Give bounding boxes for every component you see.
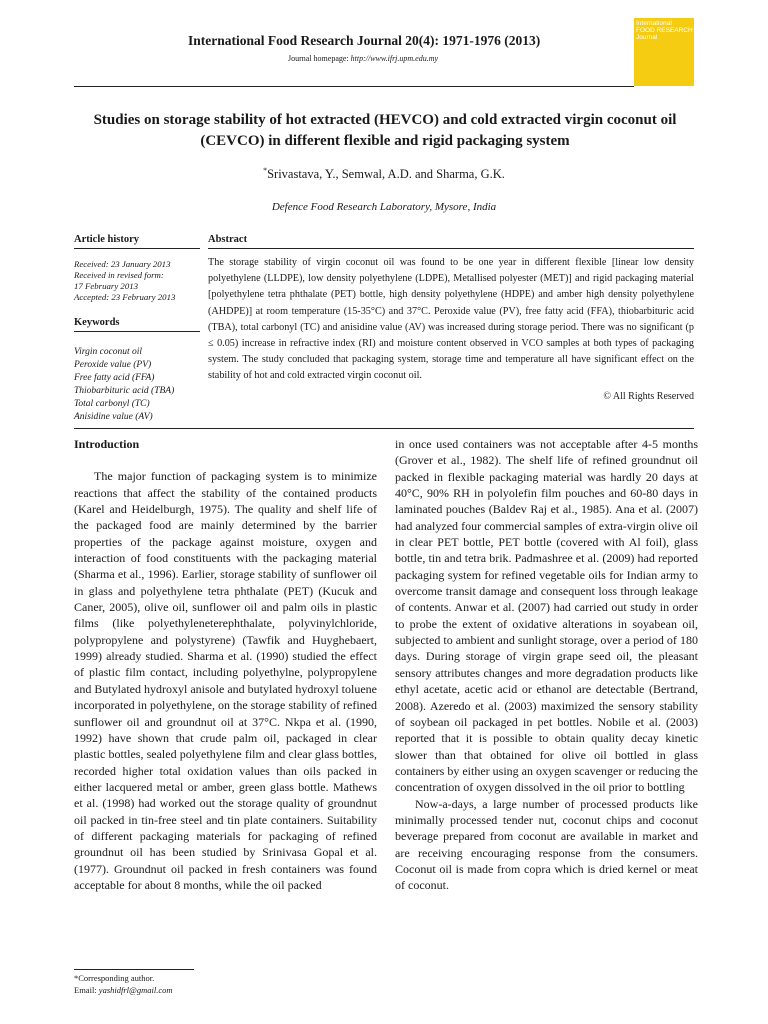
keyword-list — [74, 346, 200, 424]
body-column-right — [395, 436, 698, 894]
email-label: Email: — [74, 985, 99, 995]
keyword-item: Anisidine value (AV) — [74, 412, 153, 422]
history-line: Received in revised form: — [74, 270, 164, 280]
history-line: Received: 23 January 2013 — [74, 259, 171, 269]
author-list — [0, 166, 768, 182]
article-info-column — [74, 234, 200, 424]
homepage-label: Journal homepage: — [288, 54, 351, 63]
body-paragraph: The major function of packaging system is to minimize reactions that affect the stability of the contained products (Karel and Heidelburgh, 1975). The quality and shelf life of the packaged food are mainly determined by the barrier properties of the package against moisture, oxygen and interaction of food constituents with the packaging material (Sharma et al., 1996). Earlier, storage stability of sunflower oil in glass and polyethylene tetra phthalate (PET) (Kucuk and Caner, 2005), olive oil, sunflower oil and palm oils in plastic films (like polyethyleneterephthalate, polyvinylchloride, polypropylene and polystyrene) (Tawfik and Huyghebaert, 1999) already studied. Sharma et al. (1990) studied the effect of plastic film contact, including polyethylne, polypropylene and Butylated hydroxyl anisole and butylated hydroxyl toluene incorporated in polyethylene, on the storage stability of refined sunflower oil and groundnut oil at 37°C. Nkpa et al. (1990, 1992) have shown that crude palm oil, packaged in clear plastic bottles, sealed polyethylene film and clear glass bottles, recorded higher total oxidation values than oils packed in either lacquered metal or amber, green glass bottle. Mathews et al. (1998) had worked out the storage quality of groundnut oil packed in tin-free steel and tin plate containers. Suitability of different packaging materials for packaging of refined groundnut oil has been studied by Srinivasa Gopal et al. (1977). Groundnut oil packed in fresh containers was found acceptable for about 8 months, while the oil packed — [74, 469, 377, 892]
logo-line-3: Journal — [636, 34, 658, 41]
keyword-item: Total carbonyl (TC) — [74, 399, 150, 409]
history-line: 17 February 2013 — [74, 281, 139, 291]
header-divider — [74, 86, 634, 87]
journal-header — [0, 0, 768, 92]
abstract-divider — [74, 428, 694, 429]
homepage-link[interactable]: http://www.ifrj.upm.edu.my — [350, 54, 439, 63]
affiliation: Defence Food Research Laboratory, Mysore, India — [271, 201, 497, 213]
abstract-text: The storage stability of virgin coconut oil was found to be one year in different flexible [linear low density polyethylene (LLDPE), low density polyethylene (LDPE), Metallised polyester (MET)] and rigid packaging material [polyethylene tetra phthalate (PET) bottle, high density polyethylene (HDPE) and amber high density polyethylene (AHDPE)] at room temperature (15-35°C) and 37°C. Peroxide value (PV), free fatty acid (FFA), thiobarbituric acid (TBA), total carbonyl (TC) and anisidine value (AV) was increased during storage period. There was no significant (p ≤ 0.05) increase in refractive index (RI) and moisture content observed in VCO samples at both types of packaging system. The study concluded that packaging system, storage time and temperature all have significant effect on the stability of hot and cold extracted virgin coconut oil. — [208, 257, 694, 382]
keywords-label: Keywords — [74, 317, 200, 332]
paper-title: Studies on storage stability of hot extracted (HEVCO) and cold extracted virgin coconut oil (CEVCO) in different flexible and rigid packaging system — [93, 112, 677, 149]
author-email[interactable]: yashidfrl@gmail.com — [98, 985, 173, 995]
corresponding-author-note: *Corresponding author. — [74, 973, 155, 983]
history-line: Accepted: 23 February 2013 — [74, 292, 176, 302]
keyword-item: Peroxide value (PV) — [74, 360, 152, 370]
author-names: Srivastava, Y., Semwal, A.D. and Sharma, G.K. — [267, 167, 505, 182]
corresponding-mark: * — [263, 166, 268, 175]
keyword-item: Free fatty acid (FFA) — [74, 373, 155, 383]
keyword-item: Thiobarbituric acid (TBA) — [74, 386, 175, 396]
author-email-line — [74, 984, 173, 996]
footnote — [74, 972, 173, 996]
logo-line-1: International — [636, 20, 672, 27]
keyword-item: Virgin coconut oil — [74, 347, 143, 357]
body-paragraph: in once used containers was not acceptable after 4-5 months (Grover et al., 1982). The shelf life of refined groundnut oil packed in flexible packaging material was hardly 20 days at 40°C, 90% RH in polyolefin film pouches and 60-80 days in laminated pouches (Baldev Raj et al., 1985). Ana et al. (2007) had analyzed four commercial samples of extra-virgin olive oil in clear PET bottle, PET bottle (covered with Al foil), glass bottle, tin and tetra brik. Padmashree et al. (2009) had reported packaging system for refined vegetable oils for Indian army to overcome transit damage and consequent loss through leakage of contents. Anwar et al. (2007) had carried out study in order to probe the extent of oxidative alterations in soyabean oil, subjected to ambient and sunlight storage, over a period of 180 days. During storage of virgin grape seed oil, the pleasant sensory attributes changes and more degradation products like ethyl acetate, acetic acid or ethanol are detectable (Bertrand, 2008). Azeredo et al. (2003) maximized the sensory stability of soybean oil packaged in pet bottles. Nobile et al. (2003) reported that it is possible to obtain quality decay kinetic slower than that obtained for olive oil bottled in glass containers by either using an oxygen scavenger or reducing the concentration of oxygen dissolved in the oil prior to bottling — [395, 437, 698, 795]
abstract-section — [208, 234, 694, 402]
journal-logo — [634, 18, 694, 86]
footnote-divider — [74, 969, 194, 970]
copyright-notice: © All Rights Reserved — [603, 390, 694, 402]
journal-homepage — [288, 54, 438, 63]
body-paragraph: Now-a-days, a large number of processed products like minimally processed tender nut, coconut chips and coconut beverage prepared from coconut are available in market and are receiving encouraging response from the consumers. Coconut oil is made from copra which is dried kernel or meat of coconut. — [395, 796, 698, 893]
introduction-heading: Introduction — [74, 437, 140, 451]
journal-title: International Food Research Journal 20(4): 1971-1976 (2013) — [188, 33, 541, 48]
logo-text — [636, 20, 693, 41]
article-history — [74, 259, 200, 303]
body-column-left — [74, 436, 377, 893]
abstract-label: Abstract — [208, 234, 694, 249]
logo-line-2: FOOD RESEARCH — [636, 27, 693, 34]
article-history-label: Article history — [74, 234, 200, 249]
